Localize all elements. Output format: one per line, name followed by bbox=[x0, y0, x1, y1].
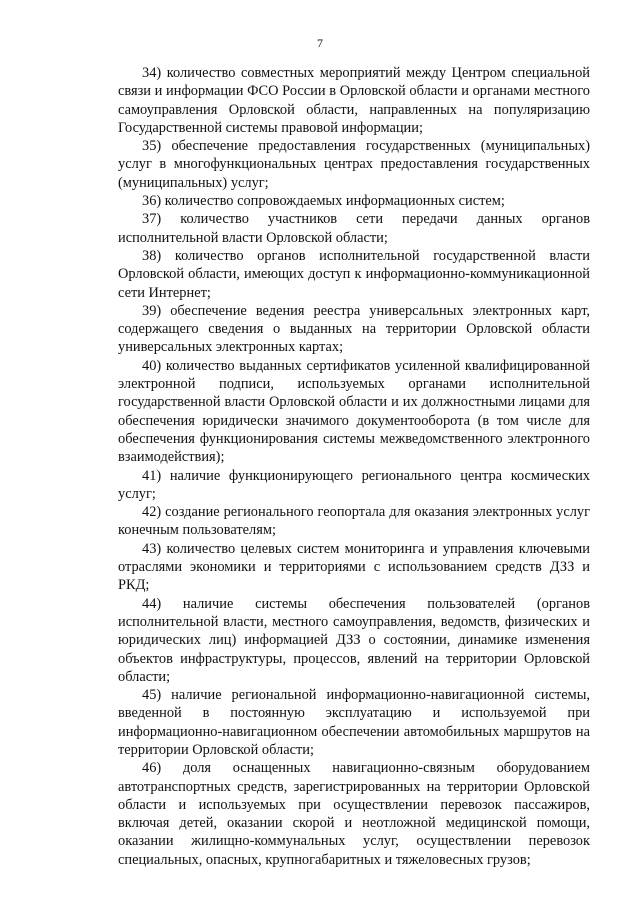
list-item-35: 35) обеспечение предоставления государственных (муниципальных) услуг в многофункциональных центрах предоставления государственных (муниципальных) услуг; bbox=[118, 138, 590, 191]
list-item-39: 39) обеспечение ведения реестра универсальных электронных карт, содержащего сведения о выданных на территории Орловской области универсальных электронных картах; bbox=[118, 302, 590, 356]
list-item-41: 41) наличие функционирующего регионального центра космических услуг; bbox=[118, 467, 590, 502]
list-item-45: 45) наличие региональной информационно-навигационной системы, введенной в постоянную эксплуатацию и используемой при информационно-навигационном обеспечении автомобильных маршрутов на территории Орловской области; bbox=[118, 687, 590, 758]
list-item-43: 43) количество целевых систем мониторинга и управления ключевыми отраслями экономики и территориями с использованием средств ДЗЗ и РКД; bbox=[118, 540, 590, 594]
list-item-42: 42) создание регионального геопортала для оказания электронных услуг конечным пользователям; bbox=[118, 504, 590, 539]
list-item-37: 37) количество участников сети передачи данных органов исполнительной власти Орловской области; bbox=[118, 211, 590, 246]
list-item-34: 34) количество совместных мероприятий между Центром специальной связи и информации ФСО России в Орловской области и органами местного самоуправления Орловской области, направленных на популяризацию Государственной системы правовой информации; bbox=[118, 65, 590, 136]
list-item-46: 46) доля оснащенных навигационно-связным оборудованием автотранспортных средств, зарегистрированных на территории Орловской области и используемых при осуществлении перевозок пассажиров, включая детей, оказании скорой и неотложной медицинской помощи, оказании жилищно-коммунальных услуг, осуществлении перевозок специальных, опасных, крупногабаритных и тяжеловесных грузов; bbox=[118, 760, 590, 868]
list-item-40: 40) количество выданных сертификатов усиленной квалифицированной электронной подписи, используемых органами исполнительной государственной власти Орловской области и их должностными лицами для обеспечения юридически значимого документооборота (в том числе для обеспечения функционирования системы межведомственного электронного взаимодействия); bbox=[118, 357, 590, 466]
document-body bbox=[118, 64, 590, 869]
list-item-44: 44) наличие системы обеспечения пользователей (органов исполнительной власти, местного самоуправления, ведомств, физических и юридических лиц) информацией ДЗЗ о состоянии, динамике изменения объектов инфраструктуры, процессов, явлений на территории Орловской области; bbox=[118, 595, 590, 685]
list-item-36: 36) количество сопровождаемых информационных систем; bbox=[142, 193, 505, 210]
list-item-38: 38) количество органов исполнительной государственной власти Орловской области, имеющих доступ к информационно-коммуникационной сети Интернет; bbox=[118, 247, 590, 301]
page-number: 7 bbox=[317, 36, 323, 50]
